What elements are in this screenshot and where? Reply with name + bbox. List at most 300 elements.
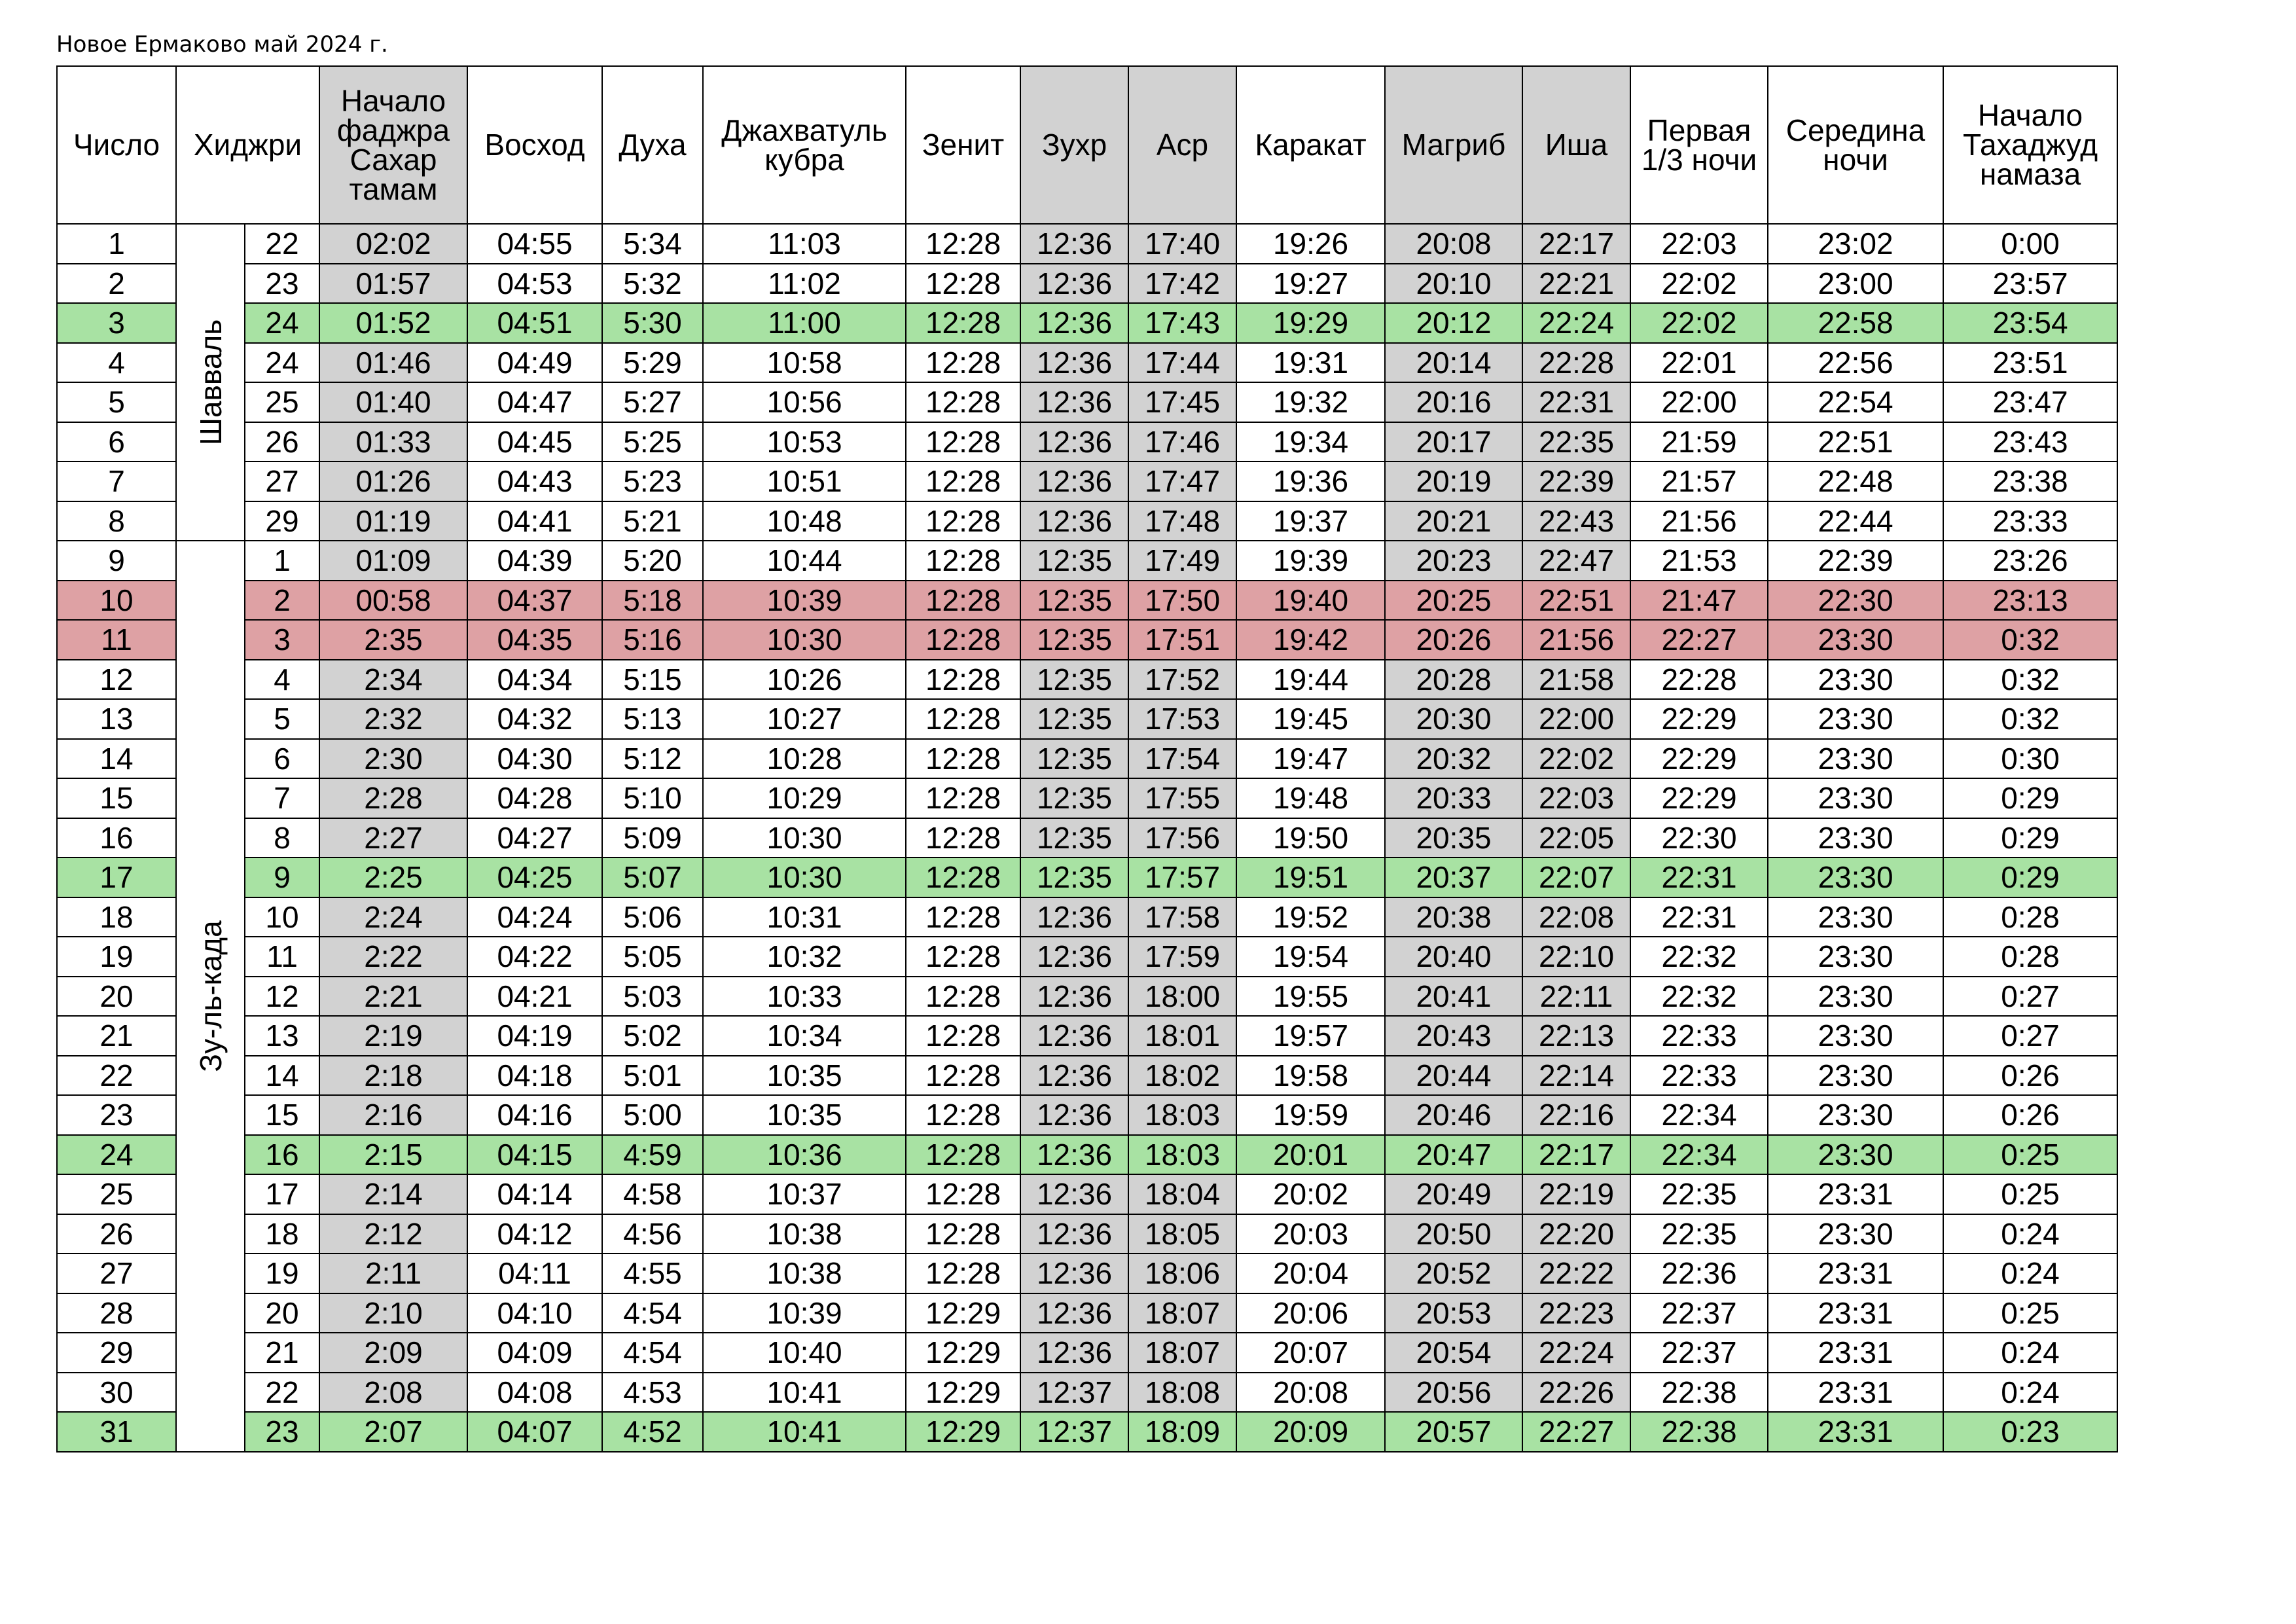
midnight-cell: 23:30 [1768,857,1943,897]
hijri-day-cell: 8 [245,818,319,858]
maghrib-cell: 20:56 [1385,1373,1522,1413]
zenith-cell: 12:28 [906,382,1020,422]
midnight-cell: 22:39 [1768,541,1943,581]
first-third-cell: 22:00 [1630,382,1768,422]
first-third-cell: 22:30 [1630,818,1768,858]
maghrib-cell: 20:57 [1385,1412,1522,1452]
isha-cell: 21:58 [1522,660,1630,700]
sunrise-cell: 04:28 [467,778,602,818]
hijri-day-cell: 23 [245,264,319,304]
zuhr-cell: 12:37 [1020,1412,1128,1452]
day-cell: 11 [57,620,176,660]
duha-cell: 5:15 [602,660,703,700]
maghrib-cell: 20:35 [1385,818,1522,858]
sunrise-cell: 04:53 [467,264,602,304]
zuhr-cell: 12:36 [1020,303,1128,343]
fajr-cell: 2:11 [319,1254,467,1293]
dzhahvatul-cell: 10:27 [703,699,906,739]
tahajjud-cell: 0:29 [1943,778,2117,818]
zuhr-cell: 12:35 [1020,620,1128,660]
first-third-cell: 22:27 [1630,620,1768,660]
hijri-day-cell: 5 [245,699,319,739]
midnight-cell: 23:30 [1768,1135,1943,1175]
first-third-cell: 22:02 [1630,303,1768,343]
hijri-day-cell: 18 [245,1214,319,1254]
table-row [57,461,2117,501]
maghrib-cell: 20:43 [1385,1016,1522,1056]
dzhahvatul-cell: 10:38 [703,1214,906,1254]
isha-cell: 22:26 [1522,1373,1630,1413]
duha-cell: 5:25 [602,422,703,462]
maghrib-cell: 20:44 [1385,1056,1522,1096]
table-row [57,699,2117,739]
zuhr-cell: 12:36 [1020,1135,1128,1175]
duha-cell: 5:32 [602,264,703,304]
zuhr-cell: 12:35 [1020,778,1128,818]
dzhahvatul-cell: 10:48 [703,501,906,541]
sunrise-cell: 04:14 [467,1174,602,1214]
duha-cell: 5:09 [602,818,703,858]
first-third-cell: 22:36 [1630,1254,1768,1293]
table-row [57,977,2117,1017]
sunrise-cell: 04:21 [467,977,602,1017]
maghrib-cell: 20:49 [1385,1174,1522,1214]
asr-cell: 18:07 [1128,1293,1236,1333]
asr-cell: 17:46 [1128,422,1236,462]
tahajjud-cell: 0:25 [1943,1174,2117,1214]
maghrib-cell: 20:26 [1385,620,1522,660]
duha-cell: 4:54 [602,1293,703,1333]
midnight-cell: 23:31 [1768,1373,1943,1413]
midnight-cell: 22:51 [1768,422,1943,462]
tahajjud-cell: 23:47 [1943,382,2117,422]
zenith-cell: 12:28 [906,1135,1020,1175]
karahat-cell: 20:03 [1236,1214,1385,1254]
table-row [57,224,2117,264]
zuhr-cell: 12:35 [1020,739,1128,779]
fajr-cell: 2:10 [319,1293,467,1333]
maghrib-cell: 20:50 [1385,1214,1522,1254]
day-cell: 4 [57,343,176,383]
table-row [57,303,2117,343]
day-cell: 28 [57,1293,176,1333]
zenith-cell: 12:28 [906,620,1020,660]
tahajjud-cell: 0:28 [1943,937,2117,977]
day-cell: 25 [57,1174,176,1214]
duha-cell: 5:13 [602,699,703,739]
fajr-cell: 02:02 [319,224,467,264]
zuhr-cell: 12:35 [1020,699,1128,739]
sunrise-cell: 04:25 [467,857,602,897]
asr-cell: 17:57 [1128,857,1236,897]
tahajjud-cell: 0:32 [1943,620,2117,660]
asr-cell: 18:06 [1128,1254,1236,1293]
first-third-cell: 22:34 [1630,1095,1768,1135]
sunrise-cell: 04:34 [467,660,602,700]
zuhr-cell: 12:36 [1020,1214,1128,1254]
sunrise-cell: 04:24 [467,897,602,937]
fajr-cell: 01:26 [319,461,467,501]
day-cell: 17 [57,857,176,897]
karahat-cell: 20:02 [1236,1174,1385,1214]
tahajjud-cell: 23:26 [1943,541,2117,581]
zuhr-cell: 12:36 [1020,1095,1128,1135]
karahat-cell: 20:07 [1236,1333,1385,1373]
isha-cell: 22:07 [1522,857,1630,897]
fajr-cell: 2:15 [319,1135,467,1175]
header-duha: Духа [602,66,703,224]
isha-cell: 22:16 [1522,1095,1630,1135]
asr-cell: 17:58 [1128,897,1236,937]
duha-cell: 5:29 [602,343,703,383]
first-third-cell: 22:31 [1630,897,1768,937]
asr-cell: 17:43 [1128,303,1236,343]
maghrib-cell: 20:16 [1385,382,1522,422]
table-row [57,660,2117,700]
fajr-cell: 2:25 [319,857,467,897]
hijri-month-cell [176,224,245,541]
zuhr-cell: 12:36 [1020,382,1128,422]
day-cell: 21 [57,1016,176,1056]
karahat-cell: 19:34 [1236,422,1385,462]
sunrise-cell: 04:51 [467,303,602,343]
dzhahvatul-cell: 10:32 [703,937,906,977]
table-row [57,1174,2117,1214]
table-row [57,818,2117,858]
asr-cell: 18:00 [1128,977,1236,1017]
day-cell: 2 [57,264,176,304]
tahajjud-cell: 0:23 [1943,1412,2117,1452]
table-row [57,1016,2117,1056]
sunrise-cell: 04:43 [467,461,602,501]
zenith-cell: 12:28 [906,422,1020,462]
karahat-cell: 19:26 [1236,224,1385,264]
day-cell: 8 [57,501,176,541]
day-cell: 19 [57,937,176,977]
fajr-cell: 2:35 [319,620,467,660]
isha-cell: 22:14 [1522,1056,1630,1096]
sunrise-cell: 04:49 [467,343,602,383]
hijri-day-cell: 26 [245,422,319,462]
sunrise-cell: 04:12 [467,1214,602,1254]
midnight-cell: 23:31 [1768,1412,1943,1452]
dzhahvatul-cell: 11:02 [703,264,906,304]
midnight-cell: 23:30 [1768,739,1943,779]
hijri-day-cell: 25 [245,382,319,422]
isha-cell: 22:21 [1522,264,1630,304]
zenith-cell: 12:28 [906,303,1020,343]
tahajjud-cell: 0:32 [1943,699,2117,739]
midnight-cell: 23:30 [1768,1095,1943,1135]
isha-cell: 22:51 [1522,581,1630,621]
fajr-cell: 01:09 [319,541,467,581]
karahat-cell: 19:42 [1236,620,1385,660]
tahajjud-cell: 0:28 [1943,897,2117,937]
karahat-cell: 19:37 [1236,501,1385,541]
hijri-day-cell: 24 [245,343,319,383]
tahajjud-cell: 0:24 [1943,1373,2117,1413]
table-row [57,857,2117,897]
header-tahajjud: Начало Тахаджуд намаза [1943,66,2117,224]
first-third-cell: 21:56 [1630,501,1768,541]
hijri-day-cell: 11 [245,937,319,977]
maghrib-cell: 20:19 [1385,461,1522,501]
zenith-cell: 12:28 [906,699,1020,739]
zenith-cell: 12:28 [906,857,1020,897]
zenith-cell: 12:29 [906,1333,1020,1373]
tahajjud-cell: 0:29 [1943,818,2117,858]
tahajjud-cell: 23:38 [1943,461,2117,501]
table-row [57,422,2117,462]
zuhr-cell: 12:37 [1020,1373,1128,1413]
dzhahvatul-cell: 10:30 [703,620,906,660]
first-third-cell: 22:31 [1630,857,1768,897]
hijri-day-cell: 13 [245,1016,319,1056]
midnight-cell: 22:56 [1768,343,1943,383]
maghrib-cell: 20:14 [1385,343,1522,383]
duha-cell: 5:23 [602,461,703,501]
first-third-cell: 22:33 [1630,1016,1768,1056]
asr-cell: 17:56 [1128,818,1236,858]
day-cell: 26 [57,1214,176,1254]
asr-cell: 17:51 [1128,620,1236,660]
isha-cell: 22:22 [1522,1254,1630,1293]
day-cell: 9 [57,541,176,581]
first-third-cell: 22:37 [1630,1333,1768,1373]
duha-cell: 5:18 [602,581,703,621]
zuhr-cell: 12:36 [1020,897,1128,937]
midnight-cell: 23:30 [1768,897,1943,937]
fajr-cell: 2:34 [319,660,467,700]
header-row [57,66,2117,224]
zenith-cell: 12:28 [906,1095,1020,1135]
duha-cell: 4:53 [602,1373,703,1413]
dzhahvatul-cell: 10:44 [703,541,906,581]
duha-cell: 5:05 [602,937,703,977]
first-third-cell: 22:02 [1630,264,1768,304]
duha-cell: 4:59 [602,1135,703,1175]
hijri-month-label: Шавваль [193,319,228,446]
dzhahvatul-cell: 10:34 [703,1016,906,1056]
hijri-day-cell: 27 [245,461,319,501]
tahajjud-cell: 23:51 [1943,343,2117,383]
tahajjud-cell: 0:25 [1943,1293,2117,1333]
tahajjud-cell: 0:29 [1943,857,2117,897]
karahat-cell: 19:44 [1236,660,1385,700]
day-cell: 16 [57,818,176,858]
dzhahvatul-cell: 10:38 [703,1254,906,1293]
sunrise-cell: 04:19 [467,1016,602,1056]
fajr-cell: 2:24 [319,897,467,937]
isha-cell: 22:24 [1522,303,1630,343]
asr-cell: 18:03 [1128,1095,1236,1135]
midnight-cell: 23:31 [1768,1254,1943,1293]
first-third-cell: 22:33 [1630,1056,1768,1096]
isha-cell: 22:00 [1522,699,1630,739]
day-cell: 13 [57,699,176,739]
table-row [57,1095,2117,1135]
day-cell: 12 [57,660,176,700]
asr-cell: 18:02 [1128,1056,1236,1096]
midnight-cell: 23:30 [1768,937,1943,977]
tahajjud-cell: 0:27 [1943,977,2117,1017]
fajr-cell: 01:52 [319,303,467,343]
isha-cell: 22:28 [1522,343,1630,383]
karahat-cell: 19:55 [1236,977,1385,1017]
asr-cell: 17:47 [1128,461,1236,501]
tahajjud-cell: 0:25 [1943,1135,2117,1175]
sunrise-cell: 04:07 [467,1412,602,1452]
maghrib-cell: 20:37 [1385,857,1522,897]
duha-cell: 5:12 [602,739,703,779]
sunrise-cell: 04:55 [467,224,602,264]
karahat-cell: 19:57 [1236,1016,1385,1056]
hijri-day-cell: 9 [245,857,319,897]
isha-cell: 22:11 [1522,977,1630,1017]
first-third-cell: 21:53 [1630,541,1768,581]
tahajjud-cell: 0:27 [1943,1016,2117,1056]
midnight-cell: 23:30 [1768,699,1943,739]
zenith-cell: 12:28 [906,581,1020,621]
hijri-day-cell: 16 [245,1135,319,1175]
day-cell: 10 [57,581,176,621]
dzhahvatul-cell: 10:37 [703,1174,906,1214]
karahat-cell: 19:45 [1236,699,1385,739]
zenith-cell: 12:28 [906,897,1020,937]
zuhr-cell: 12:36 [1020,937,1128,977]
header-karahat: Каракат [1236,66,1385,224]
asr-cell: 17:59 [1128,937,1236,977]
isha-cell: 22:10 [1522,937,1630,977]
midnight-cell: 23:30 [1768,1056,1943,1096]
karahat-cell: 19:50 [1236,818,1385,858]
zenith-cell: 12:28 [906,937,1020,977]
asr-cell: 17:54 [1128,739,1236,779]
zenith-cell: 12:28 [906,1214,1020,1254]
table-row [57,501,2117,541]
maghrib-cell: 20:52 [1385,1254,1522,1293]
karahat-cell: 19:39 [1236,541,1385,581]
hijri-day-cell: 29 [245,501,319,541]
isha-cell: 22:03 [1522,778,1630,818]
isha-cell: 22:24 [1522,1333,1630,1373]
sunrise-cell: 04:09 [467,1333,602,1373]
zuhr-cell: 12:35 [1020,541,1128,581]
hijri-day-cell: 6 [245,739,319,779]
asr-cell: 17:48 [1128,501,1236,541]
zuhr-cell: 12:36 [1020,1174,1128,1214]
asr-cell: 17:40 [1128,224,1236,264]
hijri-month-label: Зу-ль-када [193,920,228,1072]
dzhahvatul-cell: 11:03 [703,224,906,264]
fajr-cell: 2:16 [319,1095,467,1135]
day-cell: 22 [57,1056,176,1096]
karahat-cell: 19:40 [1236,581,1385,621]
dzhahvatul-cell: 10:29 [703,778,906,818]
table-row [57,620,2117,660]
sunrise-cell: 04:30 [467,739,602,779]
fajr-cell: 2:08 [319,1373,467,1413]
fajr-cell: 01:40 [319,382,467,422]
day-cell: 27 [57,1254,176,1293]
first-third-cell: 21:59 [1630,422,1768,462]
day-cell: 24 [57,1135,176,1175]
duha-cell: 5:00 [602,1095,703,1135]
day-cell: 14 [57,739,176,779]
maghrib-cell: 20:10 [1385,264,1522,304]
hijri-day-cell: 21 [245,1333,319,1373]
sunrise-cell: 04:41 [467,501,602,541]
midnight-cell: 22:30 [1768,581,1943,621]
karahat-cell: 20:04 [1236,1254,1385,1293]
table-row [57,1254,2117,1293]
asr-cell: 18:08 [1128,1373,1236,1413]
sunrise-cell: 04:16 [467,1095,602,1135]
dzhahvatul-cell: 10:35 [703,1095,906,1135]
duha-cell: 4:52 [602,1412,703,1452]
zuhr-cell: 12:36 [1020,224,1128,264]
midnight-cell: 23:31 [1768,1293,1943,1333]
day-cell: 5 [57,382,176,422]
first-third-cell: 22:03 [1630,224,1768,264]
asr-cell: 17:42 [1128,264,1236,304]
tahajjud-cell: 0:26 [1943,1095,2117,1135]
zuhr-cell: 12:36 [1020,501,1128,541]
duha-cell: 4:54 [602,1333,703,1373]
asr-cell: 17:52 [1128,660,1236,700]
tahajjud-cell: 0:26 [1943,1056,2117,1096]
duha-cell: 4:56 [602,1214,703,1254]
tahajjud-cell: 0:24 [1943,1214,2117,1254]
midnight-cell: 23:30 [1768,1214,1943,1254]
asr-cell: 17:50 [1128,581,1236,621]
first-third-cell: 21:57 [1630,461,1768,501]
hijri-day-cell: 14 [245,1056,319,1096]
midnight-cell: 23:02 [1768,224,1943,264]
first-third-cell: 22:38 [1630,1373,1768,1413]
fajr-cell: 01:46 [319,343,467,383]
midnight-cell: 22:54 [1768,382,1943,422]
fajr-cell: 2:28 [319,778,467,818]
zuhr-cell: 12:35 [1020,660,1128,700]
table-row [57,937,2117,977]
karahat-cell: 19:32 [1236,382,1385,422]
zuhr-cell: 12:36 [1020,461,1128,501]
day-cell: 31 [57,1412,176,1452]
maghrib-cell: 20:33 [1385,778,1522,818]
zenith-cell: 12:28 [906,977,1020,1017]
karahat-cell: 20:01 [1236,1135,1385,1175]
zenith-cell: 12:28 [906,343,1020,383]
zenith-cell: 12:28 [906,264,1020,304]
dzhahvatul-cell: 10:33 [703,977,906,1017]
table-row [57,581,2117,621]
hijri-day-cell: 12 [245,977,319,1017]
midnight-cell: 23:30 [1768,977,1943,1017]
sunrise-cell: 04:35 [467,620,602,660]
zuhr-cell: 12:36 [1020,1016,1128,1056]
karahat-cell: 19:31 [1236,343,1385,383]
header-dzhahvatul: Джахватуль кубра [703,66,906,224]
fajr-cell: 01:19 [319,501,467,541]
maghrib-cell: 20:25 [1385,581,1522,621]
asr-cell: 17:45 [1128,382,1236,422]
duha-cell: 4:55 [602,1254,703,1293]
fajr-cell: 2:12 [319,1214,467,1254]
table-row [57,343,2117,383]
header-zuhr: Зухр [1020,66,1128,224]
fajr-cell: 2:07 [319,1412,467,1452]
